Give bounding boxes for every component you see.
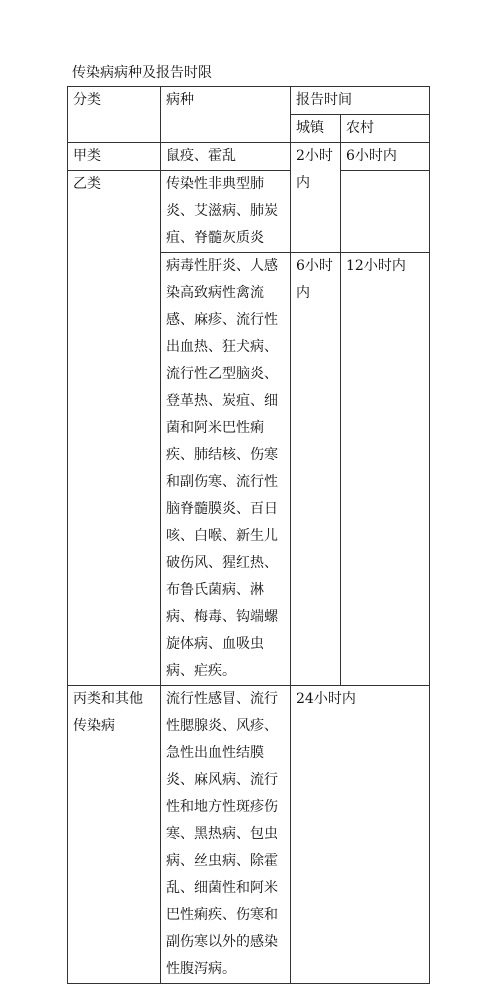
report-table: [67, 86, 430, 984]
class-c-category: 丙类和其他传染病: [68, 686, 161, 984]
table-row-class-a: [68, 143, 430, 171]
class-b-group1-rural-time: [341, 171, 430, 253]
class-a-urban-time: 2小时内: [291, 143, 341, 253]
header-rural: 农村: [341, 115, 430, 143]
class-b-category: 乙类: [68, 171, 161, 686]
class-a-rural-time: 6小时内: [341, 143, 430, 171]
class-b-group1-diseases: 传染性非典型肺炎、艾滋病、肺炭疽、脊髓灰质炎: [161, 171, 291, 253]
class-a-diseases: 鼠疫、霍乱: [161, 143, 291, 171]
header-urban: 城镇: [291, 115, 341, 143]
class-c-report-time: 24小时内: [291, 686, 430, 984]
class-a-category: 甲类: [68, 143, 161, 171]
class-c-diseases: 流行性感冒、流行性腮腺炎、风疹、急性出血性结膜炎、麻风病、流行性和地方性斑疹伤寒、黑热病、包虫病、丝虫病、除霍乱、细菌性和阿米巴性痢疾、伤寒和副伤寒以外的感染性腹泻病。: [161, 686, 291, 984]
class-b-group2-diseases: 病毒性肝炎、人感染高致病性禽流感、麻疹、流行性出血热、狂犬病、流行性乙型脑炎、登革热、炭疽、细菌和阿米巴性痢疾、肺结核、伤寒和副伤寒、流行性脑脊髓膜炎、百日咳、白喉、新生儿破伤风、猩红热、布鲁氏菌病、淋病、梅毒、钩端螺旋体病、血吸虫病、疟疾。: [161, 253, 291, 686]
header-category: 分类: [68, 87, 161, 143]
header-report-time: 报告时间: [291, 87, 430, 115]
page-title: 传染病病种及报告时限: [72, 65, 212, 81]
table-header-row: [68, 87, 430, 115]
header-disease: 病种: [161, 87, 291, 143]
table-row-class-c: [68, 686, 430, 984]
class-b-group2-rural-time: 12小时内: [341, 253, 430, 686]
table-row-class-b-group1: [68, 171, 430, 253]
class-b-group2-urban-time: 6小时内: [291, 253, 341, 686]
